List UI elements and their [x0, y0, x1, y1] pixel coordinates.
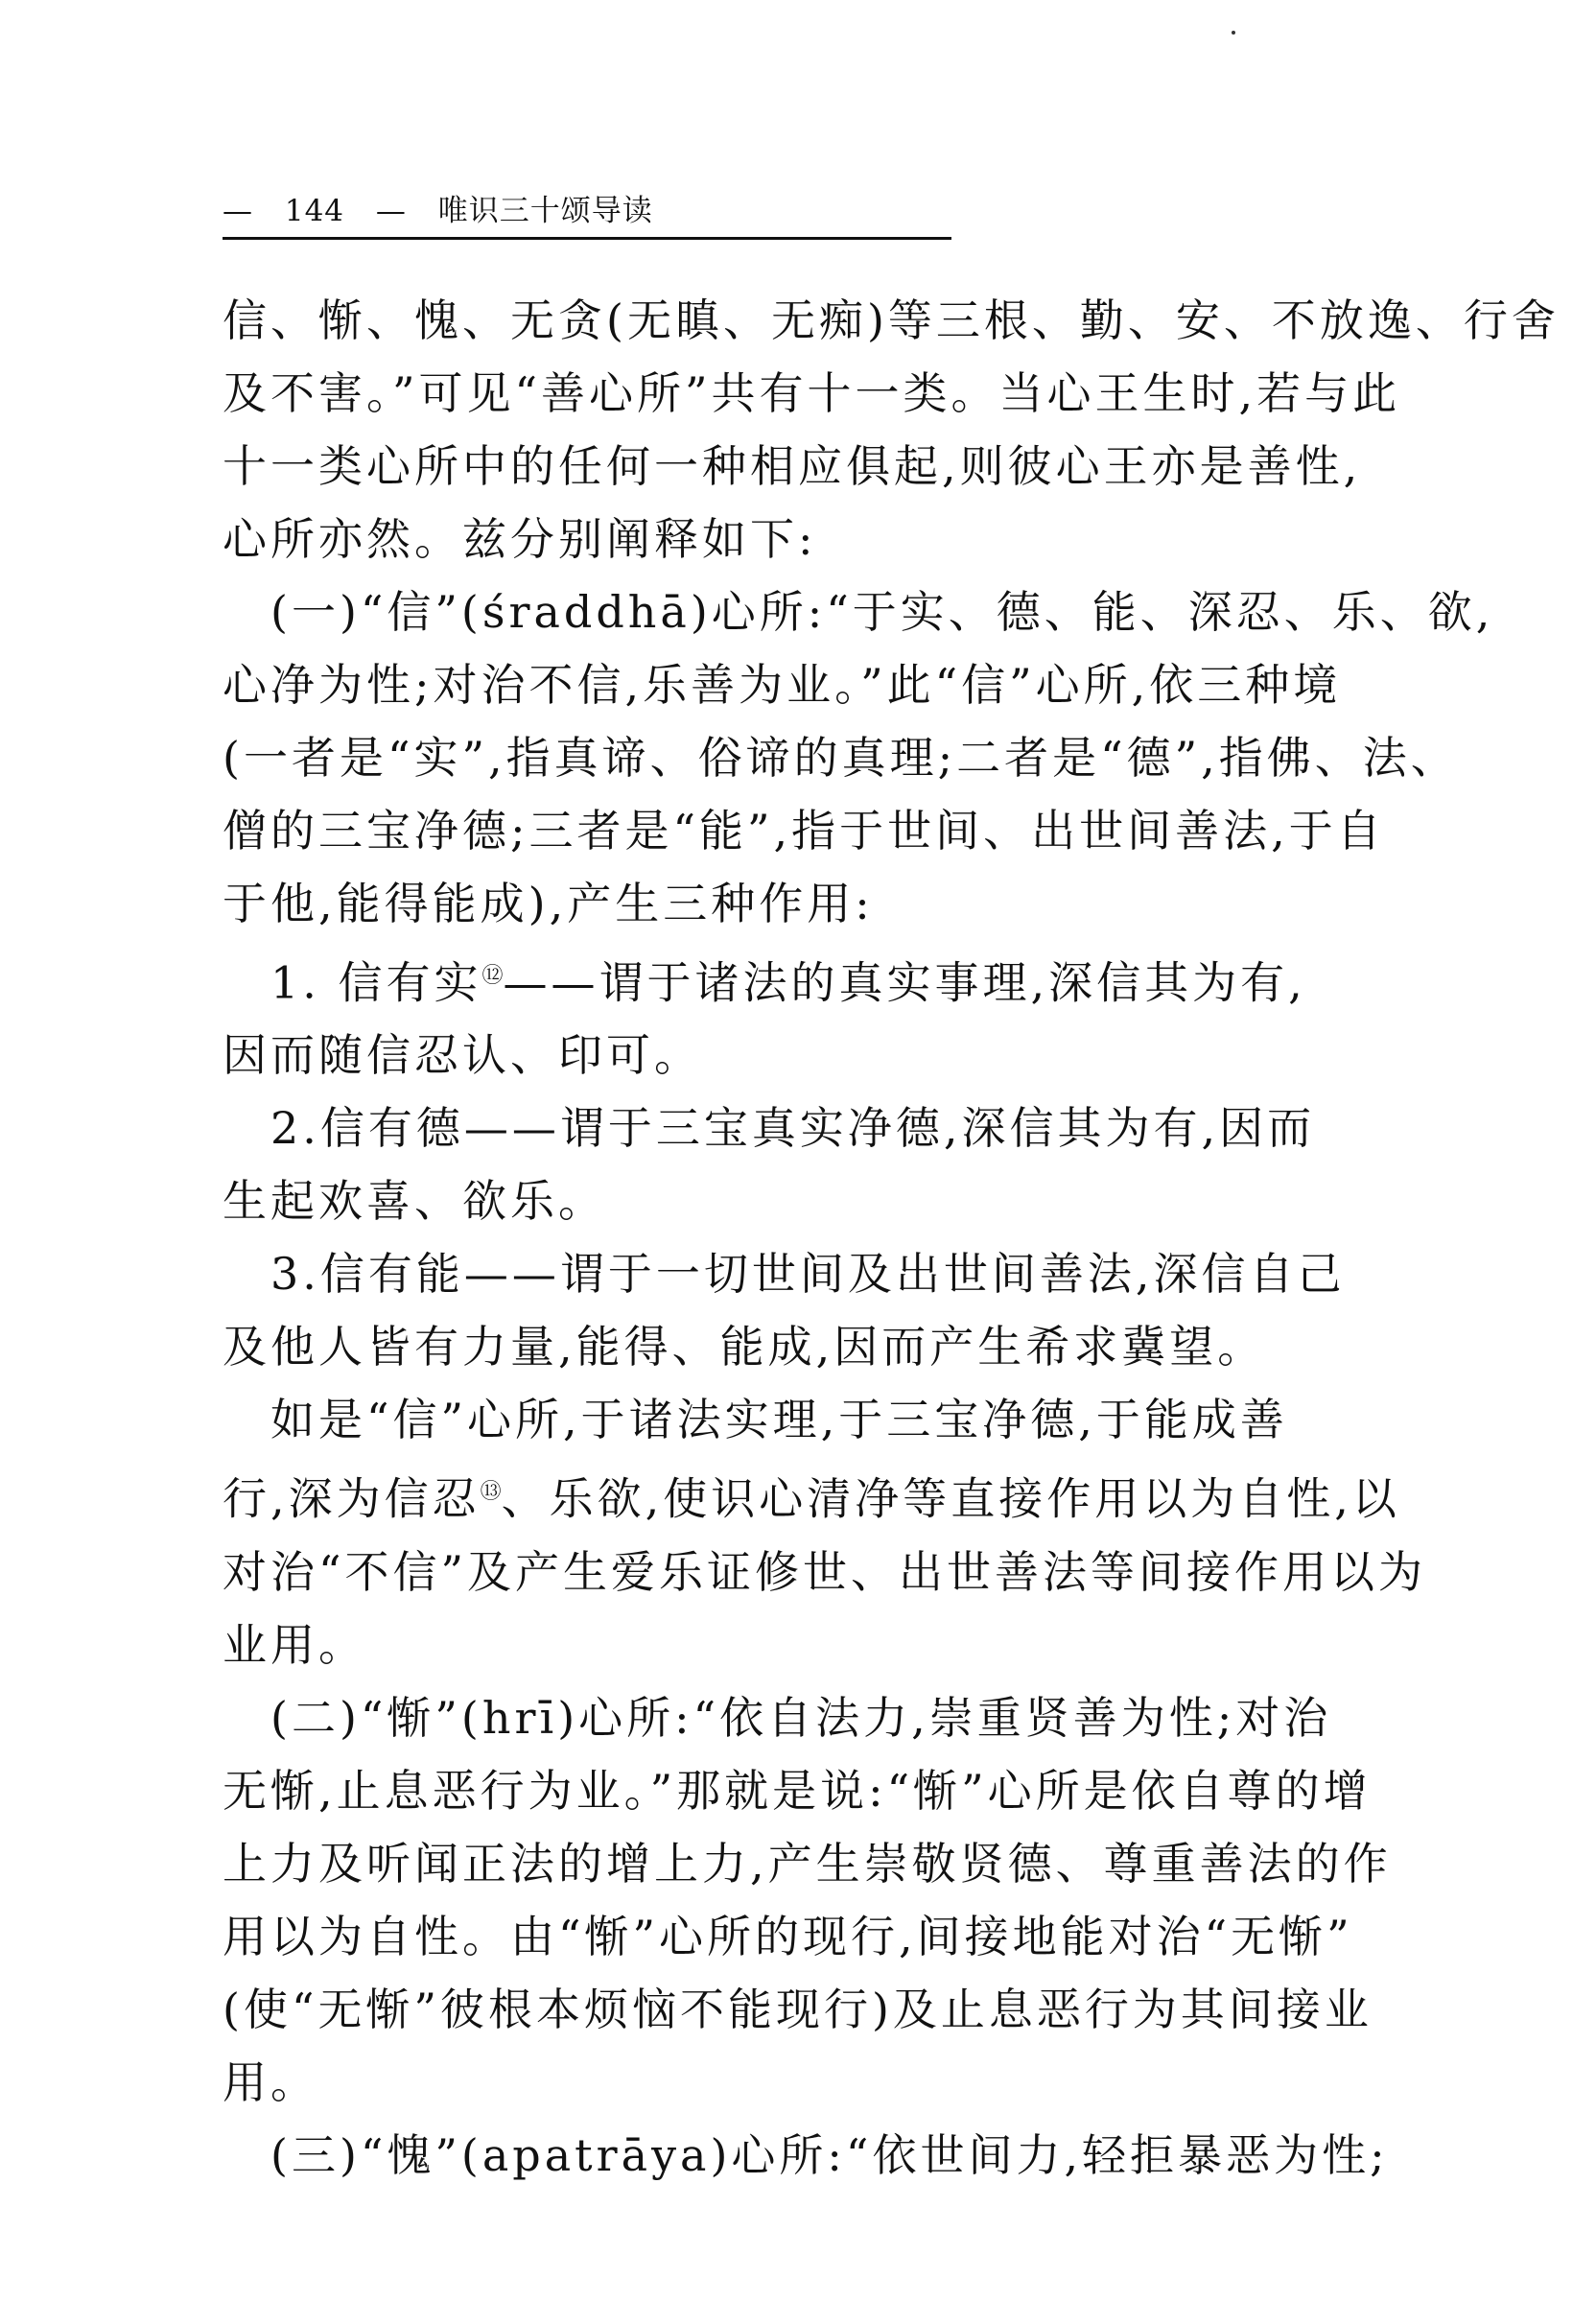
text-line: 僧的三宝净德;三者是“能”,指于世间、出世间善法,于自 [223, 805, 1385, 857]
text-line: 3.信有能——谓于一切世间及出世间善法,深信自己 [223, 1248, 1346, 1301]
text-line: 上力及听闻正法的增上力,产生崇敬贤德、尊重善法的作 [223, 1837, 1392, 1890]
text-line [223, 1456, 1412, 1535]
text-line: 于他,能得能成),产生三种作用: [223, 878, 874, 929]
running-header [223, 188, 951, 234]
text-line: (二)“惭”(hrī)心所:“依自法力,崇重贤善为性;对治 [223, 1691, 1332, 1744]
text-line: 业用。 [223, 1618, 366, 1671]
text-line: 及他人皆有力量,能得、能成,因而产生希求冀望。 [223, 1321, 1266, 1374]
text-fragment: 1. 信有实 [223, 956, 482, 1009]
text-line: 用。 [223, 2055, 318, 2108]
text-line: 十一类心所中的任何一种相应俱起,则彼心王亦是善性, [223, 440, 1362, 492]
text-line: (三)“愧”(apatrāya)心所:“依世间力,轻拒暴恶为性; [223, 2128, 1389, 2181]
text-line [223, 940, 1412, 1019]
text-line: 心净为性;对治不信,乐善为业。”此“信”心所,依三种境 [223, 659, 1342, 711]
footnote-marker[interactable]: ⑬ [480, 1480, 502, 1505]
text-line: (一者是“实”,指真谛、俗谛的真理;二者是“德”,指佛、法、 [223, 732, 1459, 784]
page-body [223, 284, 1560, 2192]
text-line: 信、惭、愧、无贪(无瞋、无痴)等三根、勤、安、不放逸、行舍 [223, 294, 1560, 346]
page-number: 144 [284, 194, 345, 228]
text-line: 无惭,止息恶行为业。”那就是说:“惭”心所是依自尊的增 [223, 1764, 1372, 1817]
text-line: 对治“不信”及产生爱乐证修世、出世善法等间接作用以为 [223, 1545, 1427, 1598]
footnote-marker[interactable]: ⑫ [481, 964, 504, 988]
book-title: 唯识三十颂导读 [437, 194, 653, 228]
text-line: 生起欢喜、欲乐。 [223, 1175, 606, 1228]
text-line: 及不害。”可见“善心所”共有十一类。当心王生时,若与此 [223, 367, 1401, 419]
text-line: 用以为自性。由“惭”心所的现行,间接地能对治“无惭” [223, 1910, 1353, 1962]
header-dash-right: — [375, 194, 407, 228]
header-dash-left: — [223, 194, 253, 228]
text-line: (一)“信”(śraddhā)心所:“于实、德、能、深忍、乐、欲, [223, 586, 1494, 638]
speck [1232, 31, 1235, 35]
text-line: 2.信有德——谓于三宝真实净德,深信其为有,因而 [223, 1102, 1316, 1155]
header-rule [223, 237, 951, 240]
text-fragment: ——谓于诸法的真实事理,深信其为有, [503, 956, 1306, 1009]
text-line: 因而随信忍认、印可。 [223, 1029, 702, 1082]
text-line: 如是“信”心所,于诸法实理,于三宝净德,于能成善 [223, 1394, 1288, 1446]
text-fragment: 、乐欲,使识心清净等直接作用以为自性,以 [501, 1472, 1400, 1525]
text-line: 心所亦然。兹分别阐释如下: [223, 513, 817, 565]
text-line: (使“无惭”彼根本烦恼不能现行)及止息恶行为其间接业 [223, 1983, 1373, 2035]
text-fragment: 行,深为信忍 [223, 1472, 481, 1525]
